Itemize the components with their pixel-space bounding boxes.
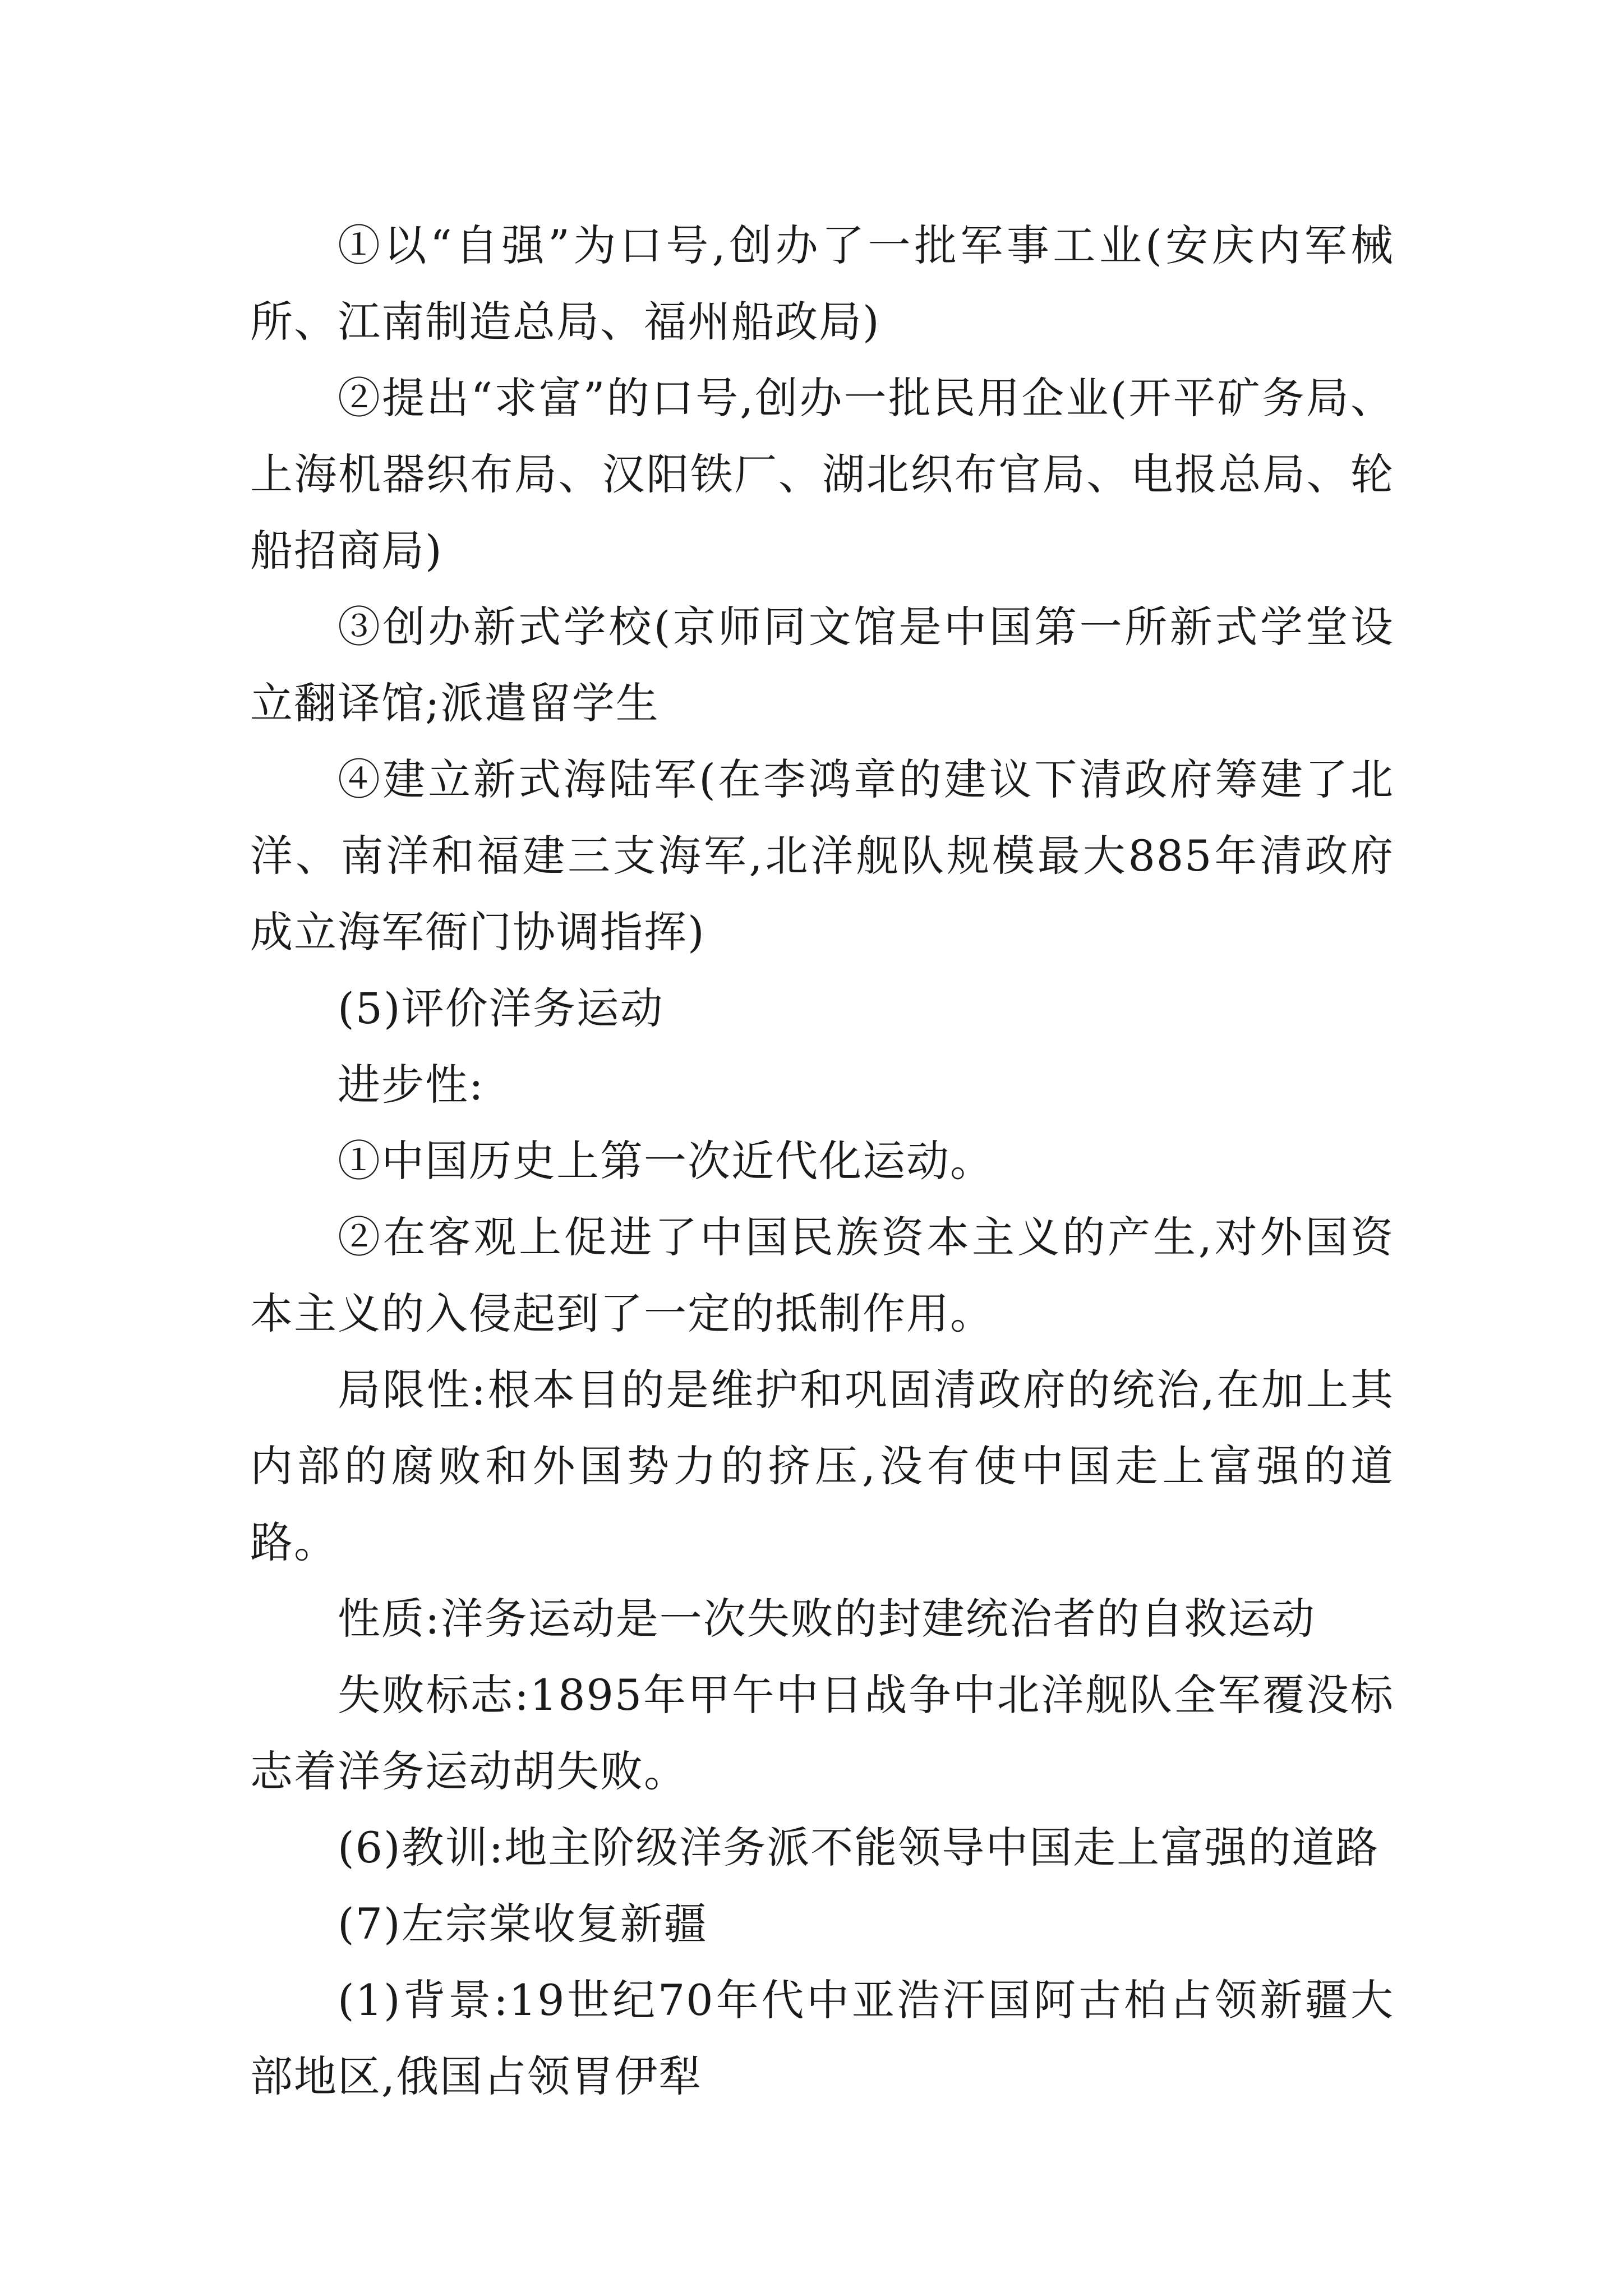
paragraph-10: 性质:洋务运动是一次失败的封建统治者的自救运动: [338, 1594, 1316, 1644]
paragraph-6: 进步性:: [338, 1060, 485, 1110]
paragraph-4: ④建立新式海陆军(在李鸿章的建议下清政府筹建了北洋、南洋和福建三支海军,北洋舰队规模最大885年清政府成立海军衙门协调指挥): [250, 754, 1394, 957]
paragraph-9: 局限性:根本目的是维护和巩固清政府的统治,在加上其内部的腐败和外国势力的挤压,没有使中国走上富强的道路。: [250, 1365, 1394, 1567]
paragraph-1: ①以“自强”为口号,创办了一批军事工业(安庆内军械所、江南制造总局、福州船政局): [250, 220, 1394, 347]
document-body: [250, 208, 1394, 2115]
paragraph-11: 失败标志:1895年甲午中日战争中北洋舰队全军覆没标志着洋务运动胡失败。: [250, 1670, 1394, 1796]
paragraph-5: (5)评价洋务运动: [338, 983, 664, 1033]
paragraph-13: (7)左宗棠收复新疆: [338, 1899, 708, 1949]
paragraph-3: ③创办新式学校(京师同文馆是中国第一所新式学堂设立翻译馆;派遣留学生: [250, 602, 1394, 728]
paragraph-14: (1)背景:19世纪70年代中亚浩汗国阿古柏占领新疆大部地区,俄国占领胃伊犁: [250, 1975, 1394, 2101]
paragraph-7: ①中国历史上第一次近代化运动。: [338, 1136, 994, 1186]
paragraph-8: ②在客观上促进了中国民族资本主义的产生,对外国资本主义的入侵起到了一定的抵制作用。: [250, 1212, 1394, 1338]
paragraph-12: (6)教训:地主阶级洋务派不能领导中国走上富强的道路: [338, 1823, 1380, 1872]
paragraph-2: ②提出“求富”的口号,创办一批民用企业(开平矿务局、上海机器织布局、汉阳铁厂、湖北织布官局、电报总局、轮船招商局): [250, 373, 1394, 576]
